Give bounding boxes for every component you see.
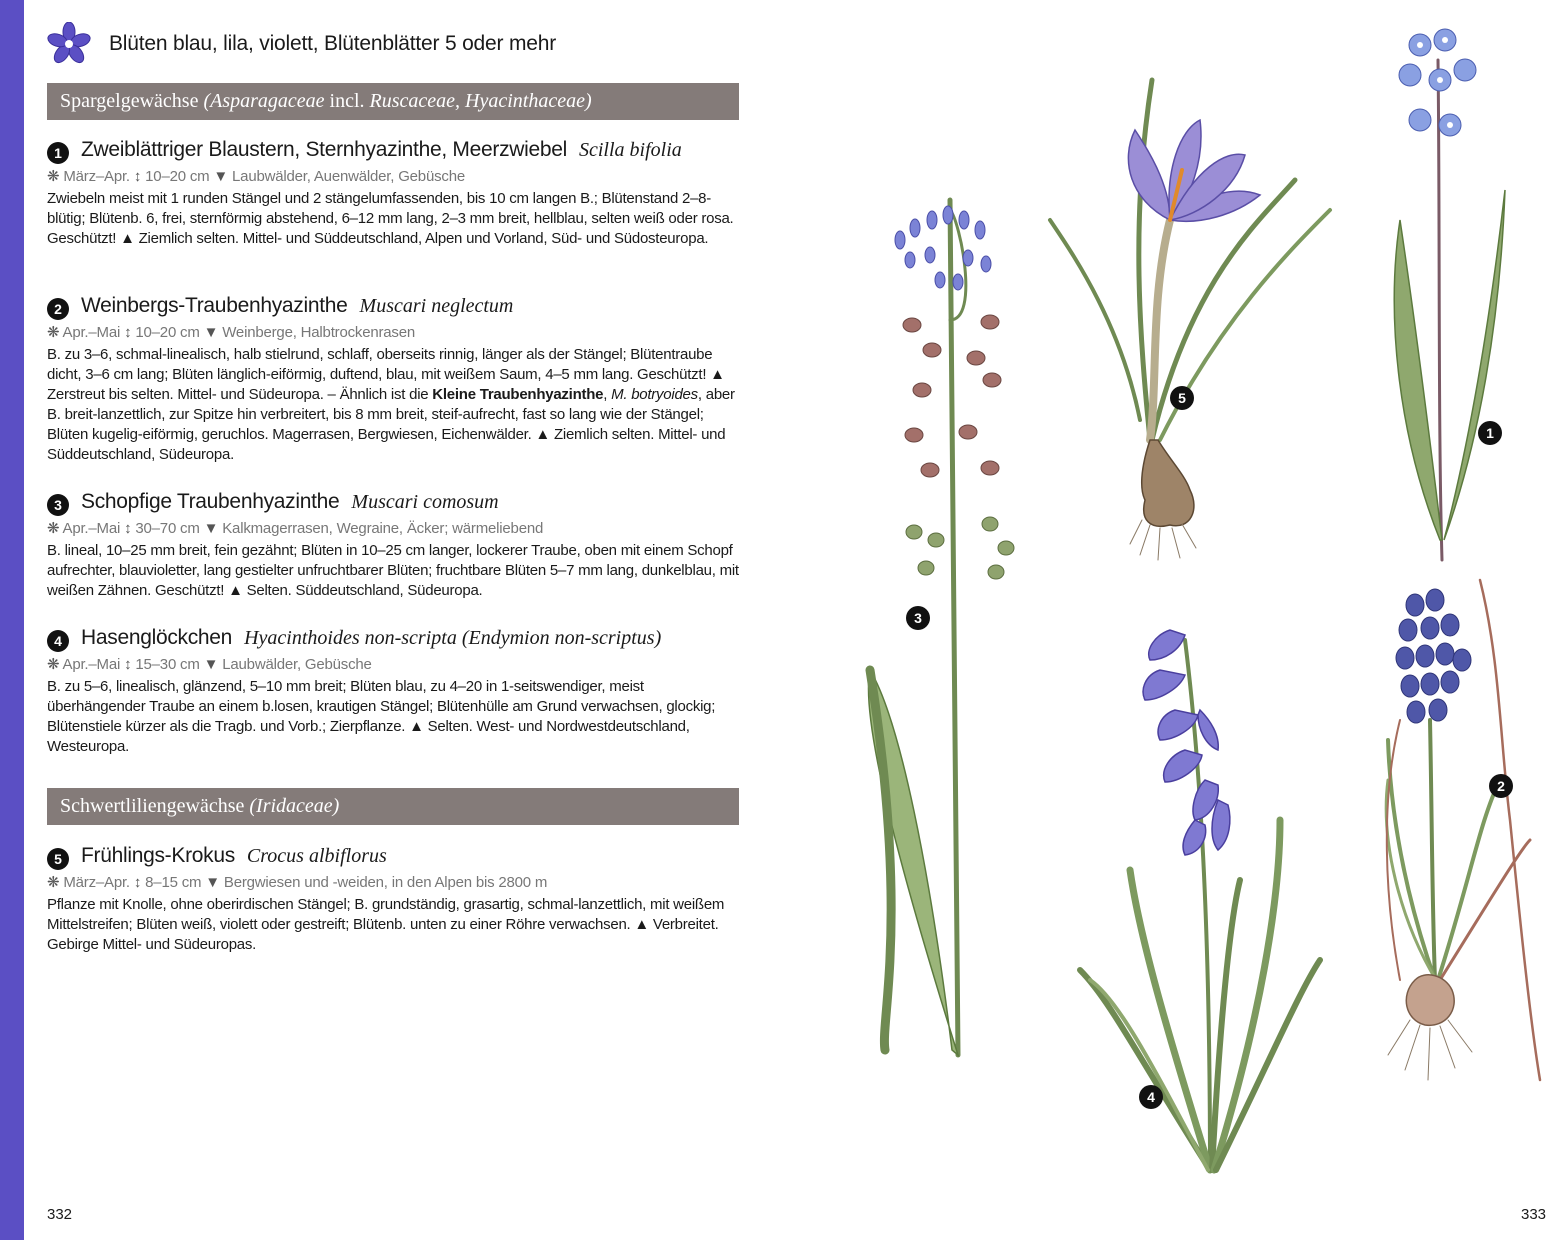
species-name: Hasenglöckchen xyxy=(81,626,233,649)
callout-badge: 3 xyxy=(906,606,930,630)
species-description: Pflanze mit Knolle, ohne oberirdischen Stängel; B. grundständig, grasartig, schmal-lanzettlich, mit weißem Mittelstreifen; Blüten weiß, violett oder gestreift; Blütenb. unten zu einer Röhre verwachsen. ▲ Verbreitet. Gebirge Mittel- und Südeuropas. xyxy=(47,896,725,953)
similar-species-name: Kleine Traubenhyazinthe xyxy=(432,386,604,403)
illustration-muscari-neglectum xyxy=(1386,580,1540,1080)
number-badge: 1 xyxy=(47,142,69,164)
number-badge: 4 xyxy=(47,630,69,652)
number-badge: 2 xyxy=(47,298,69,320)
species-latin-name: Muscari neglectum xyxy=(359,295,514,317)
habitat-icon: ▼ xyxy=(213,168,229,185)
habitat: Laubwälder, Auenwälder, Gebüsche xyxy=(232,168,465,185)
page-header xyxy=(47,22,556,66)
family-latin-extra: Ruscaceae, Hyacinthaceae) xyxy=(369,90,592,112)
family-latin: (Asparagaceae xyxy=(203,90,325,112)
family-heading-asparagaceae xyxy=(47,83,739,120)
page-number-right: 333 xyxy=(1521,1206,1547,1223)
habitat-icon: ▼ xyxy=(203,324,219,341)
illustration-hyacinthoides xyxy=(1080,630,1320,1170)
habitat: Weinberge, Halbtrockenrasen xyxy=(222,324,416,341)
callout-badge: 1 xyxy=(1478,421,1502,445)
species-meta xyxy=(47,519,739,537)
species-meta xyxy=(47,323,739,341)
callout-badge: 4 xyxy=(1139,1085,1163,1109)
species-name: Frühlings-Krokus xyxy=(81,844,235,867)
plant-height: 8–15 cm xyxy=(145,874,202,891)
species-entry-5 xyxy=(47,844,739,955)
plant-height: 15–30 cm xyxy=(135,656,200,673)
number-badge: 5 xyxy=(47,848,69,870)
habitat: Kalkmagerrasen, Wegraine, Äcker; wärmeliebend xyxy=(222,520,544,537)
species-entry-1 xyxy=(47,138,739,249)
chapter-color-tab xyxy=(0,0,24,1240)
species-latin-name: Hyacinthoides non-scripta (Endymion non-scriptus) xyxy=(244,627,662,649)
number-badge: 3 xyxy=(47,494,69,516)
bloom-period-icon: ❋ xyxy=(47,874,60,891)
species-description: B. zu 5–6, linealisch, glänzend, 5–10 mm breit; Blüten blau, zu 4–20 in 1-seitswendiger, meist überhängender Traube an einem b.losen, krautigen Stängel; Blütenhülle am Grund verwachsen, glockig; Blütenstiele kürzer als die Tragb. und Vorb.; Zierpflanze. ▲ Selten. West- und Nordwestdeutschland, Westeuropa. xyxy=(47,678,716,755)
bloom-period: Apr.–Mai xyxy=(62,520,121,537)
species-meta xyxy=(47,655,739,673)
illustration-scilla-bifolia xyxy=(1394,29,1505,560)
family-latin: (Iridaceae) xyxy=(249,795,340,817)
species-meta xyxy=(47,873,739,891)
species-description: B. lineal, 10–25 mm breit, fein gezähnt; Blüten in 10–25 cm langer, lockerer Traube, oben mit einem Schopf aufrechter, blauvioletter, lang gestielter unfruchtbarer Blüten; fruchtbare Blüten 5–7 mm lang, dunkelblau, mit weißen Zähnen. Geschützt! ▲ Selten. Süddeutschland, Südeuropa. xyxy=(47,542,739,599)
plant-height: 10–20 cm xyxy=(135,324,200,341)
bloom-period-icon: ❋ xyxy=(47,324,60,341)
species-latin-name: Crocus albiflorus xyxy=(246,845,387,867)
bloom-period: Apr.–Mai xyxy=(62,656,121,673)
height-icon: ↕ xyxy=(124,520,132,537)
botanical-plate xyxy=(840,20,1552,1190)
species-name: Schopfige Traubenhyazinthe xyxy=(81,490,340,513)
bloom-period: März–Apr. xyxy=(63,168,130,185)
page-title: Blüten blau, lila, violett, Blütenblätter 5 oder mehr xyxy=(109,32,556,55)
bloom-period: März–Apr. xyxy=(63,874,130,891)
plant-height: 10–20 cm xyxy=(145,168,210,185)
species-description xyxy=(47,345,739,465)
habitat: Laubwälder, Gebüsche xyxy=(222,656,372,673)
page-number-left: 332 xyxy=(47,1206,73,1223)
species-entry-3 xyxy=(47,490,739,601)
habitat-icon: ▼ xyxy=(203,656,219,673)
callout-badge: 5 xyxy=(1170,386,1194,410)
habitat-icon: ▼ xyxy=(203,520,219,537)
illustration-crocus-albiflorus xyxy=(1050,80,1330,560)
species-latin-name: Scilla bifolia xyxy=(579,139,682,161)
similar-species-latin: M. botryoides xyxy=(611,386,698,403)
description-part: , xyxy=(603,386,612,403)
species-entry-2 xyxy=(47,294,739,465)
callout-badge: 2 xyxy=(1489,774,1513,798)
height-icon: ↕ xyxy=(133,168,142,185)
family-name: Schwertliliengewächse xyxy=(60,795,245,817)
family-name: Spargelgewächse xyxy=(60,90,199,112)
height-icon: ↕ xyxy=(124,324,132,341)
family-incl: incl. xyxy=(324,90,370,112)
violet-flower-icon xyxy=(47,22,91,66)
family-heading-iridaceae xyxy=(47,788,739,825)
illustration-muscari-comosum xyxy=(868,200,1014,1055)
height-icon: ↕ xyxy=(124,656,132,673)
species-name: Zweiblättriger Blaustern, Sternhyazinthe, Meerzwiebel xyxy=(81,138,567,161)
description-part: , aber B. breit-lanzettlich, zur Spitze hin verbreitert, bis 8 mm breit, steif-aufrecht, fast so lang wie der Stängel; Blüten kugelig-eiförmig, geruchlos. Magerrasen, Bergwiesen, Eichenwälder. ▲ Ziemlich selten. Mittel- und Süddeutschland, Südeuropa. xyxy=(47,386,735,463)
species-latin-name: Muscari comosum xyxy=(351,491,499,513)
species-entry-4 xyxy=(47,626,739,757)
plant-height: 30–70 cm xyxy=(135,520,200,537)
bloom-period: Apr.–Mai xyxy=(62,324,121,341)
bloom-period-icon: ❋ xyxy=(47,656,60,673)
habitat-icon: ▼ xyxy=(205,874,220,891)
species-description: Zwiebeln meist mit 1 runden Stängel und 2 stängelumfassenden, bis 10 cm langen B.; Blütenstand 2–8-blütig; Blütenb. 6, frei, sternförmig abstehend, 6–12 mm lang, 2–3 mm breit, hellblau, selten weiß oder rosa. Geschützt! ▲ Ziemlich selten. Mittel- und Süddeutschland, Alpen und Vorland, Süd- und Südosteuropa. xyxy=(47,190,734,247)
description-part: B. zu 3–6, schmal-linealisch, halb stielrund, schlaff, oberseits rinnig, länger als der Stängel; Blütentraube dicht, 3–6 cm lang; Blüten länglich-eiförmig, duftend, blau, mit weißem Saum, 4–5 mm lang. Geschützt! ▲ Zerstreut bis selten. Mittel- und Südeuropa. – Ähnlich ist die xyxy=(47,346,725,403)
bloom-period-icon: ❋ xyxy=(47,168,60,185)
species-meta xyxy=(47,167,739,185)
plant-illustrations xyxy=(840,20,1552,1190)
habitat: Bergwiesen und -weiden, in den Alpen bis 2800 m xyxy=(223,874,548,891)
bloom-period-icon: ❋ xyxy=(47,520,60,537)
species-name: Weinbergs-Traubenhyazinthe xyxy=(81,294,348,317)
height-icon: ↕ xyxy=(133,874,142,891)
